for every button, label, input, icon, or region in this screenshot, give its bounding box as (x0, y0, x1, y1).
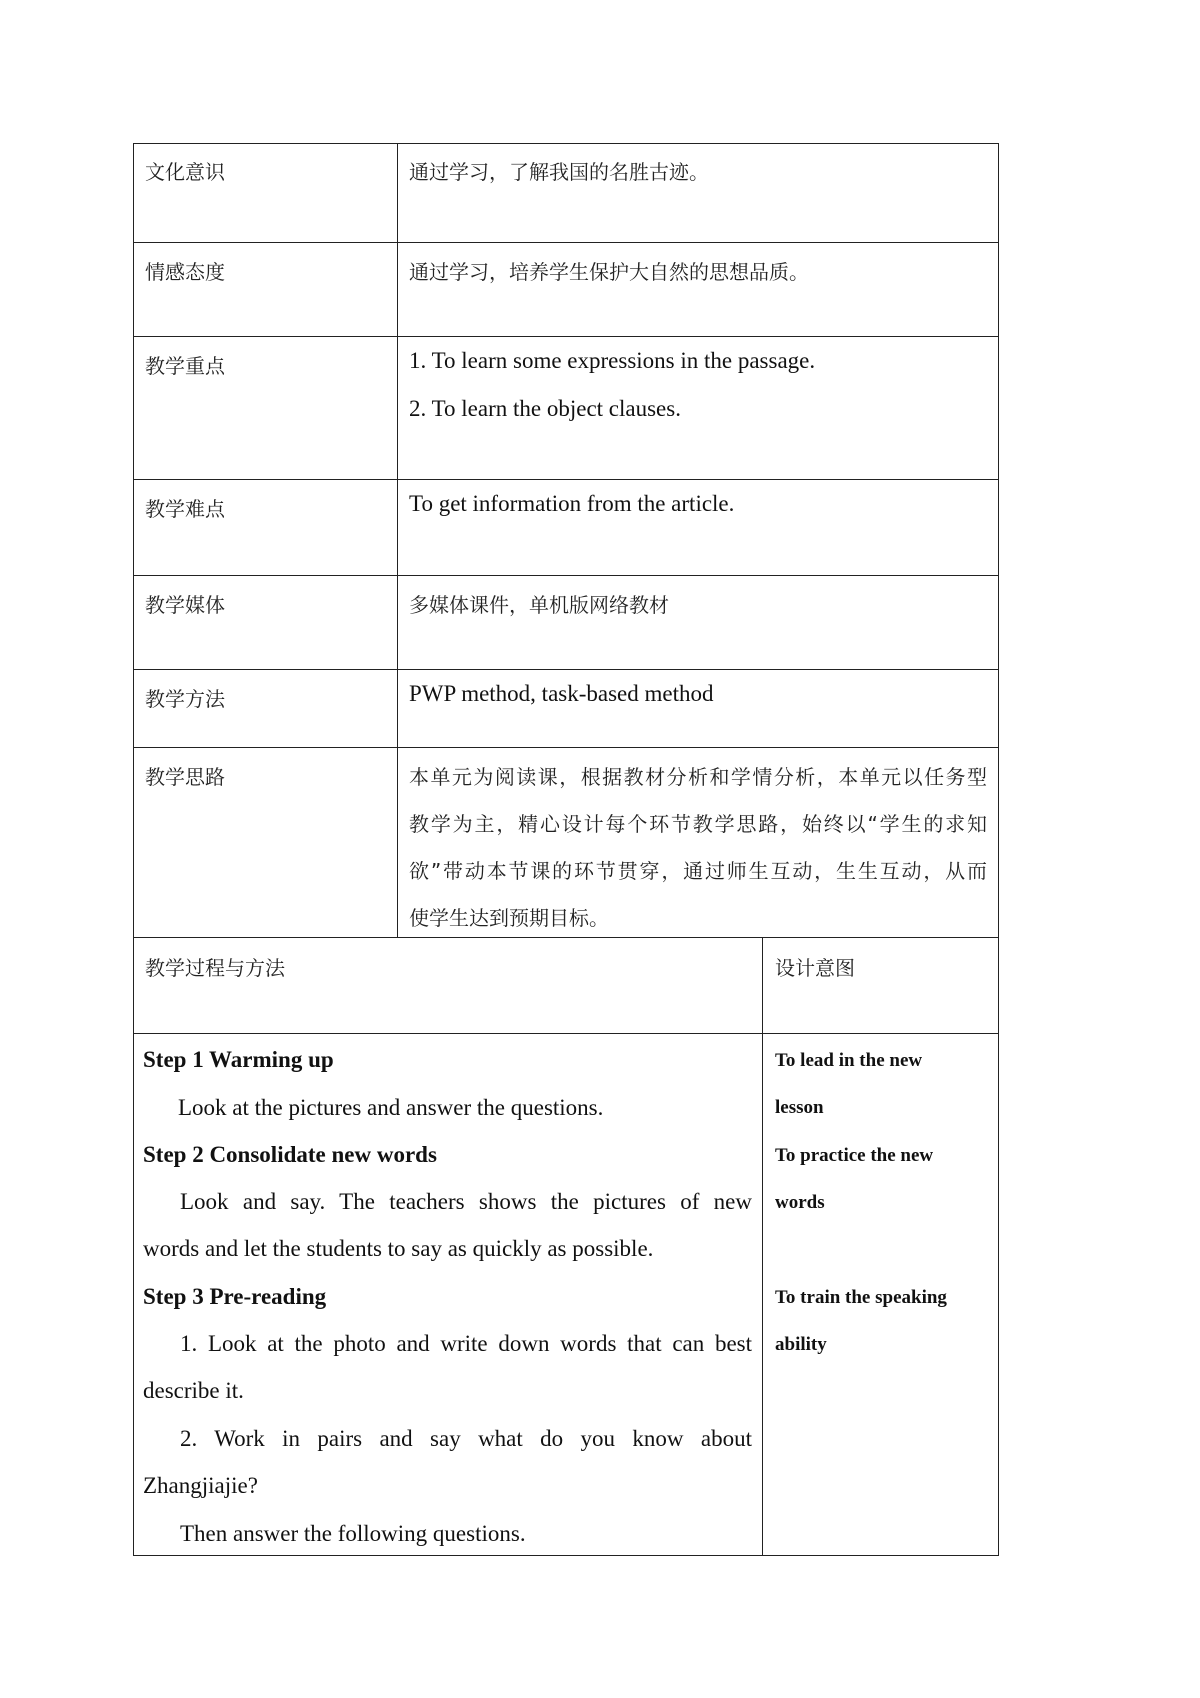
row-label-culture: 文化意识 (145, 160, 225, 184)
step-3-item-1-line-2: describe it. (143, 1378, 244, 1403)
intent-3-line-2: ability (775, 1334, 827, 1355)
key-point-2: 2. To learn the object clauses. (409, 396, 681, 421)
approach-line-4: 使学生达到预期目标。 (409, 906, 609, 930)
row-label-method: 教学方法 (145, 687, 225, 711)
step-2-title: Step 2 Consolidate new words (143, 1142, 437, 1167)
intent-3-line-1: To train the speaking (775, 1287, 947, 1308)
row-label-approach: 教学思路 (145, 765, 225, 789)
process-header: 教学过程与方法 (145, 956, 285, 980)
step-3-text: Then answer the following questions. (180, 1521, 526, 1546)
row-divider (133, 242, 999, 243)
label-column-divider (397, 143, 398, 938)
approach-line-1: 本单元为阅读课，根据教材分析和学情分析，本单元以任务型 (409, 765, 987, 789)
key-point-1: 1. To learn some expressions in the passage. (409, 348, 816, 373)
approach-line-3: 欲”带动本节课的环节贯穿，通过师生互动，生生互动，从而 (409, 859, 987, 883)
table-border-left (133, 143, 134, 1556)
row-divider (133, 479, 999, 480)
step-3-title: Step 3 Pre-reading (143, 1284, 327, 1309)
table-border-right (998, 143, 999, 1556)
step-3-item-1-line-1: 1. Look at the photo and write down words that can best (180, 1331, 752, 1356)
row-label-difficulties: 教学难点 (145, 497, 225, 521)
row-divider (133, 669, 999, 670)
approach-line-2: 教学为主，精心设计每个环节教学思路，始终以“学生的求知 (409, 812, 987, 836)
step-1-text: Look at the pictures and answer the questions. (178, 1095, 604, 1120)
row-divider (133, 336, 999, 337)
intent-header: 设计意图 (775, 956, 855, 980)
media-content: 多媒体课件，单机版网络教材 (409, 593, 669, 617)
step-2-line-2: words and let the students to say as quickly as possible. (143, 1236, 654, 1261)
row-label-media: 教学媒体 (145, 593, 225, 617)
intent-2-line-2: words (775, 1192, 825, 1213)
culture-content: 通过学习，了解我国的名胜古迹。 (409, 160, 709, 184)
table-border-top (133, 143, 999, 144)
difficulty-content: To get information from the article. (409, 491, 735, 516)
intent-column-divider (762, 937, 763, 1556)
row-label-key-points: 教学重点 (145, 354, 225, 378)
row-divider (133, 937, 999, 938)
row-divider (133, 1033, 999, 1034)
intent-1-line-1: To lead in the new (775, 1050, 923, 1071)
step-3-item-2-line-1: 2. Work in pairs and say what do you know about (180, 1426, 752, 1451)
step-3-item-2-line-2: Zhangjiajie? (143, 1473, 258, 1498)
method-content: PWP method, task-based method (409, 681, 714, 706)
step-2-line-1: Look and say. The teachers shows the pictures of new (180, 1189, 752, 1214)
row-divider (133, 747, 999, 748)
intent-1-line-2: lesson (775, 1097, 824, 1118)
attitude-content: 通过学习，培养学生保护大自然的思想品质。 (409, 260, 809, 284)
intent-2-line-1: To practice the new (775, 1145, 934, 1166)
row-divider (133, 575, 999, 576)
row-label-attitude: 情感态度 (145, 260, 225, 284)
table-border-bottom (133, 1555, 999, 1556)
step-1-title: Step 1 Warming up (143, 1047, 334, 1072)
